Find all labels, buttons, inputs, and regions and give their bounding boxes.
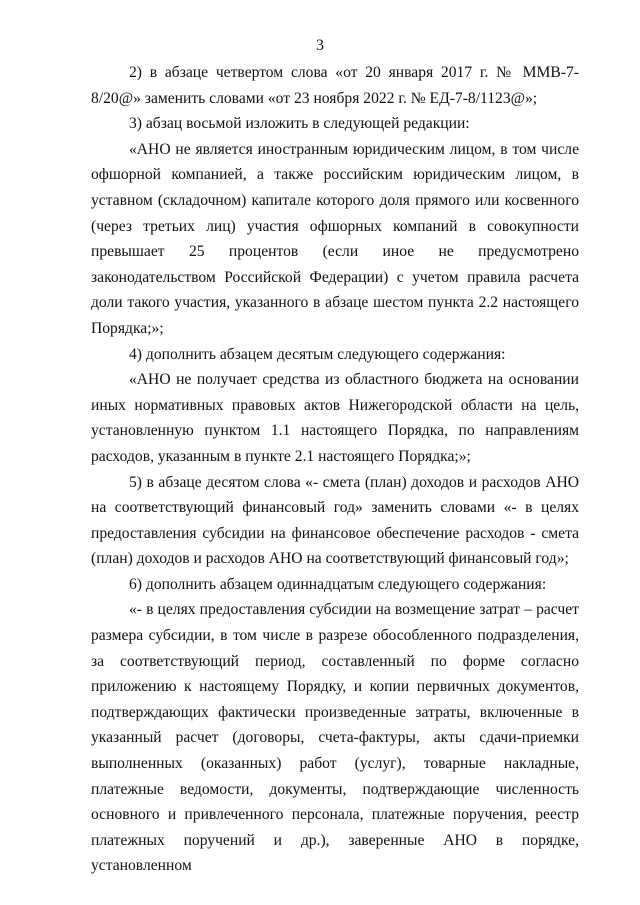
paragraph-quote-ano-offshore: «АНО не является иностранным юридическим лицом, в том числе офшорной компанией, а также российским юридическим лицом, в уставном (складочном) капитале которого доля прямого или косвенного (через третьих лиц) участия офшорных компаний в совокупности превышает 25 процентов (если иное не предусмотрено законодательством Российской Федерации) с учетом правила расчета доли такого участия, указанного в абзаце шестом пункта 2.2 настоящего Порядка;»; (91, 140, 579, 337)
paragraph-amendment-3: 3) абзац восьмой изложить в следующей редакции: (129, 115, 470, 133)
document-body (91, 60, 579, 879)
page-number: 3 (316, 37, 324, 54)
paragraph-amendment-6: 6) дополнить абзацем одиннадцатым следующего содержания: (129, 575, 547, 593)
paragraph-amendment-4: 4) дополнить абзацем десятым следующего содержания: (129, 345, 506, 363)
paragraph-amendment-2: 2) в абзаце четвертом слова «от 20 января 2017 г. № ММВ-7-8/20@» заменить словами «от 23 ноября 2022 г. № ЕД-7-8/1123@»; (91, 64, 579, 107)
paragraph-amendment-5: 5) в абзаце десятом слова «- смета (план) доходов и расходов АНО на соответствующий финансовый год» заменить словами «- в целях предоставления субсидии на финансовое обеспечение расходов - смета (план) доходов и расходов АНО на соответствующий финансовый год»; (91, 473, 579, 568)
paragraph-quote-ano-budget: «АНО не получает средства из областного бюджета на основании иных нормативных правовых актов Нижегородской области на цель, установленную пунктом 1.1 настоящего Порядка, по направлениям расходов, указанным в пункте 2.1 настоящего Порядка;»; (91, 371, 579, 465)
paragraph-quote-subsidy-calculation: «- в целях предоставления субсидии на возмещение затрат – расчет размера субсидии, в том числе в разрезе обособленного подразделения, за соответствующий период, составленный по форме согласно приложению к настоящему Порядку, и копии первичных документов, подтверждающих фактически произведенные затраты, включенные в указанный расчет (договоры, счета-фактуры, акты сдачи-приемки выполненных (оказанных) работ (услуг), товарные накладные, платежные ведомости, документы, подтверждающие численность основного и привлеченного персонала, платежные поручения, реестр платежных поручений и др.), заверенные АНО в порядке, установленном (91, 601, 579, 875)
